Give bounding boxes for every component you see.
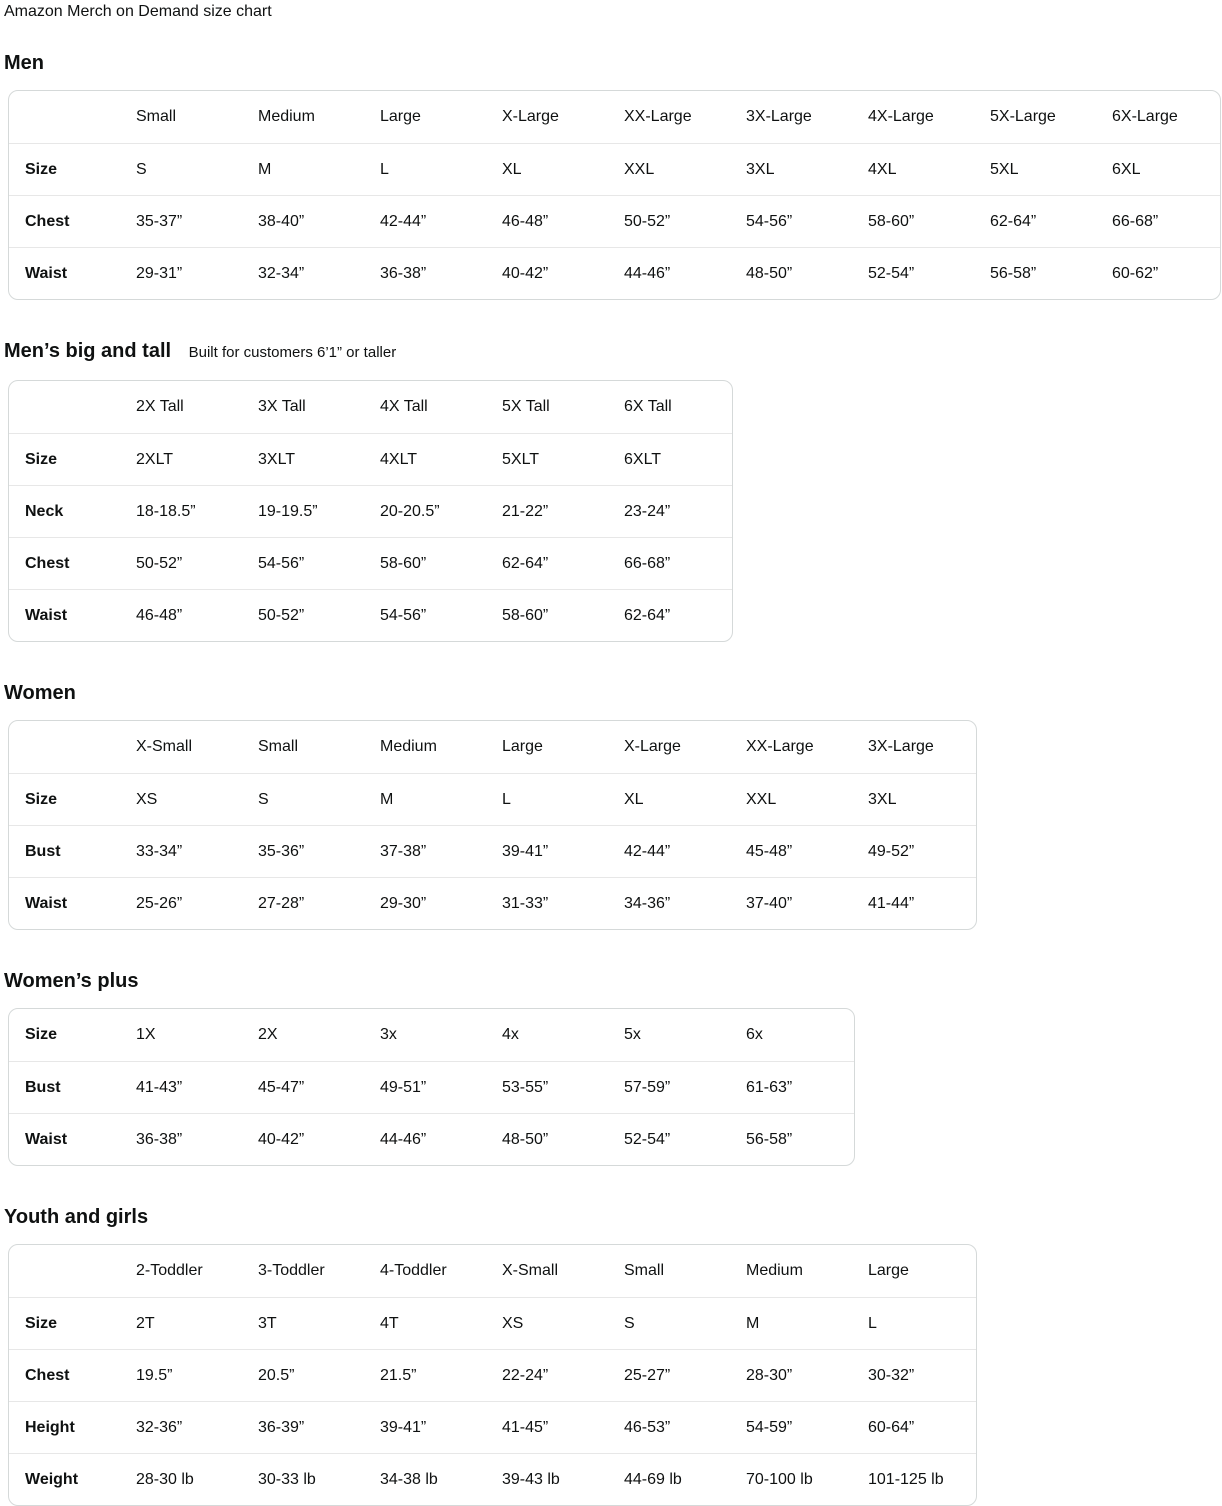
column-header: Large <box>868 1262 909 1279</box>
column-header: 2X Tall <box>136 398 184 415</box>
big-and-tall-size-table <box>8 380 733 642</box>
value-cell: 32-34” <box>258 247 380 299</box>
column-header: X-Small <box>502 1262 559 1279</box>
column-header: XX-Large <box>746 738 814 755</box>
women-heading <box>4 682 1214 704</box>
column-header: 4X Tall <box>380 398 428 415</box>
value-cell: 6x <box>746 1026 763 1043</box>
women-size-table <box>8 720 977 930</box>
size-chart-page <box>0 2 1222 1506</box>
row-label: Size <box>9 1297 136 1349</box>
column-header: 2-Toddler <box>136 1262 203 1279</box>
value-cell: 20.5” <box>258 1349 380 1401</box>
value-cell: 29-31” <box>136 247 258 299</box>
row-label: Bust <box>9 825 136 877</box>
value-cell: 70-100 lb <box>746 1453 868 1505</box>
value-cell: 66-68” <box>1112 195 1220 247</box>
value-cell: 21-22” <box>502 485 624 537</box>
value-cell: 22-24” <box>502 1349 624 1401</box>
value-cell: 37-38” <box>380 825 502 877</box>
column-header: Medium <box>258 108 315 125</box>
row-label: Waist <box>9 589 136 641</box>
value-cell: 42-44” <box>624 825 746 877</box>
value-cell: 19.5” <box>136 1349 258 1401</box>
value-cell: 44-46” <box>624 247 746 299</box>
value-cell: 46-48” <box>136 589 258 641</box>
value-cell: 20-20.5” <box>380 485 502 537</box>
value-cell: 3XL <box>868 773 976 825</box>
column-header: XX-Large <box>624 108 692 125</box>
table-row <box>9 877 976 929</box>
value-cell: M <box>380 773 502 825</box>
column-header-row <box>9 381 732 433</box>
value-cell: 39-41” <box>502 825 624 877</box>
row-label: Waist <box>9 1113 136 1165</box>
value-cell: 101-125 lb <box>868 1453 976 1505</box>
table-row <box>9 1401 976 1453</box>
value-cell: 60-62” <box>1112 247 1220 299</box>
value-cell: 40-42” <box>258 1113 380 1165</box>
value-cell: 25-26” <box>136 877 258 929</box>
table-row <box>9 773 976 825</box>
value-cell: 3T <box>258 1297 380 1349</box>
value-cell: 40-42” <box>502 247 624 299</box>
corner-cell <box>9 1245 136 1297</box>
section-mens-big-and-tall <box>4 340 1214 642</box>
column-header: Medium <box>380 738 437 755</box>
value-cell: 41-45” <box>502 1401 624 1453</box>
table-row <box>9 589 732 641</box>
value-cell: 62-64” <box>624 589 732 641</box>
value-cell: 50-52” <box>258 589 380 641</box>
column-header: 4-Toddler <box>380 1262 447 1279</box>
value-cell: 41-44” <box>868 877 976 929</box>
table-row <box>9 1009 854 1061</box>
value-cell: 57-59” <box>624 1061 746 1113</box>
value-cell: 4XLT <box>380 433 502 485</box>
value-cell: 62-64” <box>990 195 1112 247</box>
table-row <box>9 1297 976 1349</box>
value-cell: 54-56” <box>746 195 868 247</box>
value-cell: 5XLT <box>502 433 624 485</box>
value-cell: 48-50” <box>502 1113 624 1165</box>
big-and-tall-heading <box>4 340 1214 364</box>
value-cell: 2X <box>258 1026 278 1043</box>
value-cell: 45-47” <box>258 1061 380 1113</box>
column-header: X-Large <box>502 108 559 125</box>
column-header: 3-Toddler <box>258 1262 325 1279</box>
row-label: Size <box>9 773 136 825</box>
men-size-table <box>8 90 1221 300</box>
value-cell: 48-50” <box>746 247 868 299</box>
column-header: 4X-Large <box>868 108 934 125</box>
value-cell: XS <box>502 1297 624 1349</box>
value-cell: XXL <box>624 143 746 195</box>
value-cell: M <box>746 1297 868 1349</box>
table-row <box>9 537 732 589</box>
value-cell: XXL <box>746 773 868 825</box>
value-cell: 4x <box>502 1026 519 1043</box>
table-row <box>9 485 732 537</box>
table-row <box>9 247 1220 299</box>
value-cell: 52-54” <box>624 1113 746 1165</box>
value-cell: 3XL <box>746 143 868 195</box>
page-title: Amazon Merch on Demand size chart <box>4 3 272 20</box>
corner-cell <box>9 381 136 433</box>
column-header: Large <box>380 108 421 125</box>
value-cell: 56-58” <box>746 1113 854 1165</box>
value-cell: 34-38 lb <box>380 1453 502 1505</box>
value-cell: 54-56” <box>258 537 380 589</box>
value-cell: 58-60” <box>502 589 624 641</box>
column-header: X-Large <box>624 738 681 755</box>
column-header: 5X-Large <box>990 108 1056 125</box>
section-youth-and-girls <box>4 1206 1214 1506</box>
value-cell: 49-52” <box>868 825 976 877</box>
table-row <box>9 825 976 877</box>
value-cell: 46-53” <box>624 1401 746 1453</box>
value-cell: 19-19.5” <box>258 485 380 537</box>
value-cell: XL <box>624 773 746 825</box>
row-label: Weight <box>9 1453 136 1505</box>
big-and-tall-heading-text: Men’s big and tall <box>4 340 172 362</box>
value-cell: 45-48” <box>746 825 868 877</box>
value-cell: 2T <box>136 1297 258 1349</box>
value-cell: M <box>258 143 380 195</box>
column-header-row <box>9 1245 976 1297</box>
row-label: Chest <box>9 1349 136 1401</box>
row-label: Chest <box>9 195 136 247</box>
value-cell: 3x <box>380 1026 397 1043</box>
row-label: Chest <box>9 537 136 589</box>
womens-plus-heading <box>4 970 1214 992</box>
value-cell: 28-30” <box>746 1349 868 1401</box>
value-cell: 49-51” <box>380 1061 502 1113</box>
row-label: Waist <box>9 247 136 299</box>
column-header: Small <box>258 738 299 755</box>
youth-size-table <box>8 1244 977 1506</box>
value-cell: 35-36” <box>258 825 380 877</box>
column-header: 6X Tall <box>624 398 672 415</box>
value-cell: 5x <box>624 1026 641 1043</box>
column-header: 3X-Large <box>746 108 812 125</box>
value-cell: 30-33 lb <box>258 1453 380 1505</box>
value-cell: 6XLT <box>624 433 732 485</box>
value-cell: 44-46” <box>380 1113 502 1165</box>
value-cell: 60-64” <box>868 1401 976 1453</box>
value-cell: 27-28” <box>258 877 380 929</box>
value-cell: 50-52” <box>624 195 746 247</box>
table-row <box>9 1453 976 1505</box>
table-row <box>9 1349 976 1401</box>
value-cell: 58-60” <box>868 195 990 247</box>
section-men <box>4 52 1214 300</box>
value-cell: L <box>380 143 502 195</box>
corner-cell <box>9 721 136 773</box>
value-cell: 56-58” <box>990 247 1112 299</box>
value-cell: 46-48” <box>502 195 624 247</box>
table-row <box>9 195 1220 247</box>
value-cell: 28-30 lb <box>136 1453 258 1505</box>
column-header-row <box>9 721 976 773</box>
value-cell: XL <box>502 143 624 195</box>
value-cell: 54-59” <box>746 1401 868 1453</box>
men-heading-text: Men <box>4 52 44 74</box>
value-cell: 39-41” <box>380 1401 502 1453</box>
value-cell: 36-39” <box>258 1401 380 1453</box>
value-cell: 33-34” <box>136 825 258 877</box>
value-cell: 25-27” <box>624 1349 746 1401</box>
value-cell: 35-37” <box>136 195 258 247</box>
value-cell: 30-32” <box>868 1349 976 1401</box>
womens-plus-size-table <box>8 1008 855 1166</box>
table-row <box>9 433 732 485</box>
column-header: Small <box>136 108 177 125</box>
row-label: Neck <box>9 485 136 537</box>
value-cell: 58-60” <box>380 537 502 589</box>
section-women <box>4 682 1214 930</box>
value-cell: 39-43 lb <box>502 1453 624 1505</box>
value-cell: 2XLT <box>136 433 258 485</box>
value-cell: 42-44” <box>380 195 502 247</box>
value-cell: XS <box>136 773 258 825</box>
value-cell: 21.5” <box>380 1349 502 1401</box>
value-cell: 44-69 lb <box>624 1453 746 1505</box>
column-header: 5X Tall <box>502 398 550 415</box>
value-cell: 34-36” <box>624 877 746 929</box>
value-cell: L <box>868 1297 976 1349</box>
womens-plus-heading-text: Women’s plus <box>4 970 139 992</box>
row-label: Size <box>9 143 136 195</box>
value-cell: 38-40” <box>258 195 380 247</box>
column-header: Large <box>502 738 543 755</box>
value-cell: 62-64” <box>502 537 624 589</box>
value-cell: 41-43” <box>136 1061 258 1113</box>
column-header: 6X-Large <box>1112 108 1178 125</box>
youth-heading <box>4 1206 1214 1228</box>
column-header: Medium <box>746 1262 803 1279</box>
value-cell: 50-52” <box>136 537 258 589</box>
row-label: Size <box>9 433 136 485</box>
value-cell: 31-33” <box>502 877 624 929</box>
value-cell: 54-56” <box>380 589 502 641</box>
column-header: 3X Tall <box>258 398 306 415</box>
section-womens-plus <box>4 970 1214 1166</box>
youth-heading-text: Youth and girls <box>4 1206 149 1228</box>
men-heading <box>4 52 1214 74</box>
column-header: Small <box>624 1262 665 1279</box>
value-cell: 18-18.5” <box>136 485 258 537</box>
value-cell: 3XLT <box>258 433 380 485</box>
column-header-row <box>9 91 1220 143</box>
value-cell: L <box>502 773 624 825</box>
value-cell: S <box>136 143 258 195</box>
value-cell: 6XL <box>1112 143 1220 195</box>
value-cell: 61-63” <box>746 1061 854 1113</box>
value-cell: 52-54” <box>868 247 990 299</box>
column-header: X-Small <box>136 738 193 755</box>
value-cell: 66-68” <box>624 537 732 589</box>
row-label: Waist <box>9 877 136 929</box>
table-row <box>9 143 1220 195</box>
value-cell: 36-38” <box>136 1113 258 1165</box>
value-cell: S <box>624 1297 746 1349</box>
value-cell: 4T <box>380 1297 502 1349</box>
value-cell: 37-40” <box>746 877 868 929</box>
big-and-tall-subtitle: Built for customers 6’1” or taller <box>188 344 397 361</box>
value-cell: 36-38” <box>380 247 502 299</box>
value-cell: 23-24” <box>624 485 732 537</box>
row-label: Bust <box>9 1061 136 1113</box>
corner-cell <box>9 91 136 143</box>
table-row <box>9 1113 854 1165</box>
table-row <box>9 1061 854 1113</box>
value-cell: 4XL <box>868 143 990 195</box>
value-cell: S <box>258 773 380 825</box>
value-cell: 32-36” <box>136 1401 258 1453</box>
row-label: Size <box>25 1026 58 1043</box>
value-cell: 5XL <box>990 143 1112 195</box>
row-label: Height <box>9 1401 136 1453</box>
value-cell: 53-55” <box>502 1061 624 1113</box>
value-cell: 1X <box>136 1026 156 1043</box>
value-cell: 29-30” <box>380 877 502 929</box>
women-heading-text: Women <box>4 682 76 704</box>
column-header: 3X-Large <box>868 738 934 755</box>
